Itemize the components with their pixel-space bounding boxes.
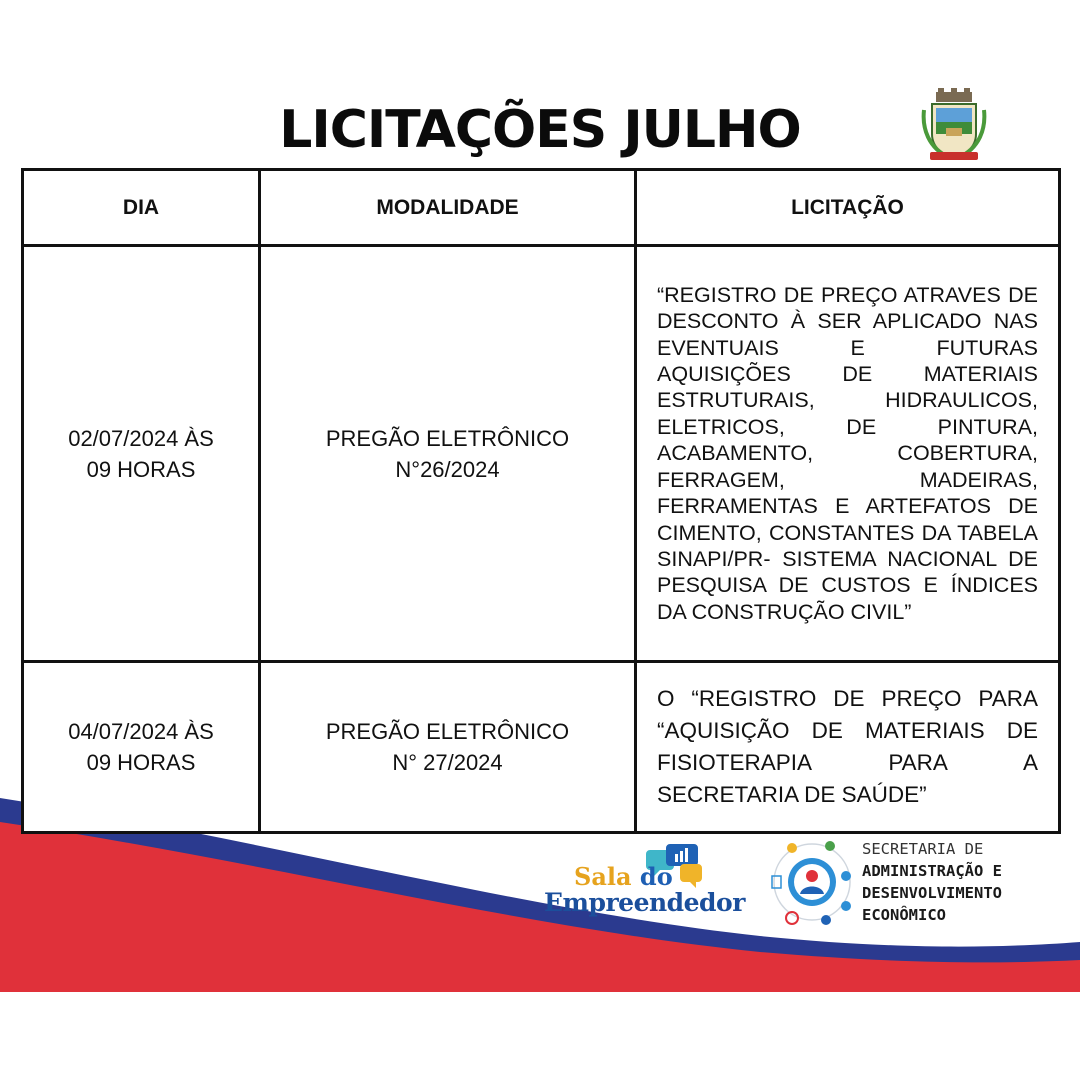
secretaria-line: SECRETARIA DE [862,840,984,858]
cell-dia [23,662,260,833]
modalidade-number: N° 27/2024 [392,750,503,775]
cell-dia [23,246,260,662]
sala-word: Sala [574,862,632,891]
modalidade-type: PREGÃO ELETRÔNICO [325,425,570,451]
table-row [23,662,1060,833]
cell-modalidade [260,662,636,833]
table-header-row [23,170,1060,246]
page-title: LICITAÇÕES JULHO [279,100,801,160]
dia-time: 09 HORAS [86,750,196,775]
do-word: do [631,862,673,891]
header-modalidade: MODALIDADE [260,170,636,246]
cell-licitacao: “REGISTRO DE PREÇO ATRAVES DE DESCONTO À SER APLICADO NAS EVENTUAIS E FUTURAS AQUISIÇÕES DE MATERIAIS ESTRUTURAIS, HIDRAULICOS, ELETRICOS, DE PINTURA, ACABAMENTO, COBERTURA, FERRAGEM, MADEIRAS, FERRAMENTAS E ARTEFATOS DE CIMENTO, CONSTANTES DA TABELA SINAPI/PR- SISTEMA NACIONAL DE PESQUISA DE CUSTOS E ÍNDICES DA CONSTRUÇÃO CIVIL” [636,246,1060,662]
cell-licitacao: O “REGISTRO DE PREÇO PARA “AQUISIÇÃO DE MATERIAIS DE FISIOTERAPIA PARA A SECRETARIA DE SAÚDE” [636,662,1060,833]
licitacoes-table [21,168,1061,834]
cell-modalidade [260,246,636,662]
header-dia: DIA [23,170,260,246]
modalidade-number: N°26/2024 [395,456,500,482]
modalidade-type: PREGÃO ELETRÔNICO [325,719,570,744]
secretaria-logo-icon [766,836,858,928]
secretaria-name [862,838,1002,926]
municipal-coat-of-arms-icon [920,88,988,164]
dia-date: 02/07/2024 ÀS [68,425,214,451]
secretaria-line: ECONÔMICO [862,906,946,924]
sala-do-empreendedor-logo [544,842,745,934]
empreendedor-word: Empreendedor [544,888,745,917]
secretaria-line: DESENVOLVIMENTO [862,884,1002,902]
dia-date: 04/07/2024 ÀS [68,719,214,744]
secretaria-line: ADMINISTRAÇÃO E [862,862,1002,880]
header-licitacao: LICITAÇÃO [636,170,1060,246]
table-row [23,246,1060,662]
dia-time: 09 HORAS [86,456,196,482]
